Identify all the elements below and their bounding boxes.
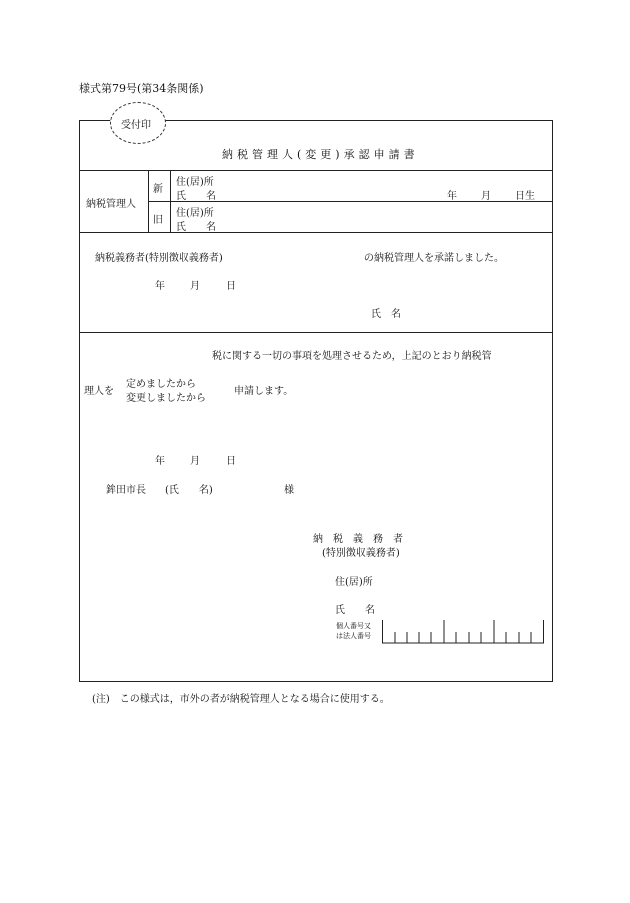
form-number: 様式第79号(第34条関係) (79, 82, 204, 95)
consent-day-label: 日 (226, 281, 236, 292)
birth-month-label: 月 (481, 191, 491, 202)
consent-name-label: 氏 名 (371, 309, 401, 320)
old-address-label: 住(居)所 (176, 208, 214, 219)
application-line2-suffix: 申請します。 (234, 386, 294, 397)
old-name-label: 氏 名 (176, 222, 216, 233)
form-title: 納税管理人(変更)承認申請書 (222, 148, 419, 161)
application-line1: 税に関する一切の事項を処理させるため，上記のとおり納税管 (212, 351, 492, 362)
application-day-label: 日 (226, 456, 236, 467)
consent-text: の納税管理人を承諾しました。 (364, 253, 504, 264)
option-changed: 変更しましたから (126, 393, 206, 404)
divider (79, 332, 552, 333)
application-year-label: 年 (155, 456, 165, 467)
consent-year-label: 年 (155, 281, 165, 292)
number-entry-grid[interactable] (382, 620, 546, 646)
application-month-label: 月 (190, 456, 200, 467)
divider (148, 170, 149, 232)
taxpayer-subtitle: (特別徴収義務者) (322, 548, 400, 559)
divider (170, 170, 171, 232)
applicant-name-label: 氏 名 (335, 605, 375, 616)
footnote: (注) この様式は，市外の者が納税管理人となる場合に使用する。 (92, 694, 390, 705)
birth-day-label: 日生 (515, 191, 535, 202)
divider (79, 232, 552, 233)
number-label-1: 個人番号又 (336, 622, 371, 630)
applicant-address-label: 住(居)所 (335, 577, 373, 588)
consent-taxpayer-label: 納税義務者(特別徴収義務者) (95, 253, 223, 264)
addressee-name: (氏 名) (165, 485, 213, 496)
option-established: 定めましたから (126, 379, 196, 390)
addressee-honorific: 様 (284, 485, 294, 496)
new-label: 新 (153, 184, 163, 195)
taxpayer-title: 納 税 義 務 者 (313, 534, 403, 545)
birth-year-label: 年 (447, 191, 457, 202)
addressee-city: 鉾田市長 (106, 485, 146, 496)
number-label-2: は法人番号 (336, 632, 371, 640)
application-line2-prefix: 理人を (84, 386, 114, 397)
divider (79, 170, 552, 171)
old-label: 旧 (153, 215, 163, 226)
stamp-label: 受付印 (121, 120, 151, 131)
consent-month-label: 月 (190, 281, 200, 292)
new-address-label: 住(居)所 (176, 177, 214, 188)
manager-label: 納税管理人 (86, 199, 136, 210)
new-name-label: 氏 名 (176, 191, 216, 202)
